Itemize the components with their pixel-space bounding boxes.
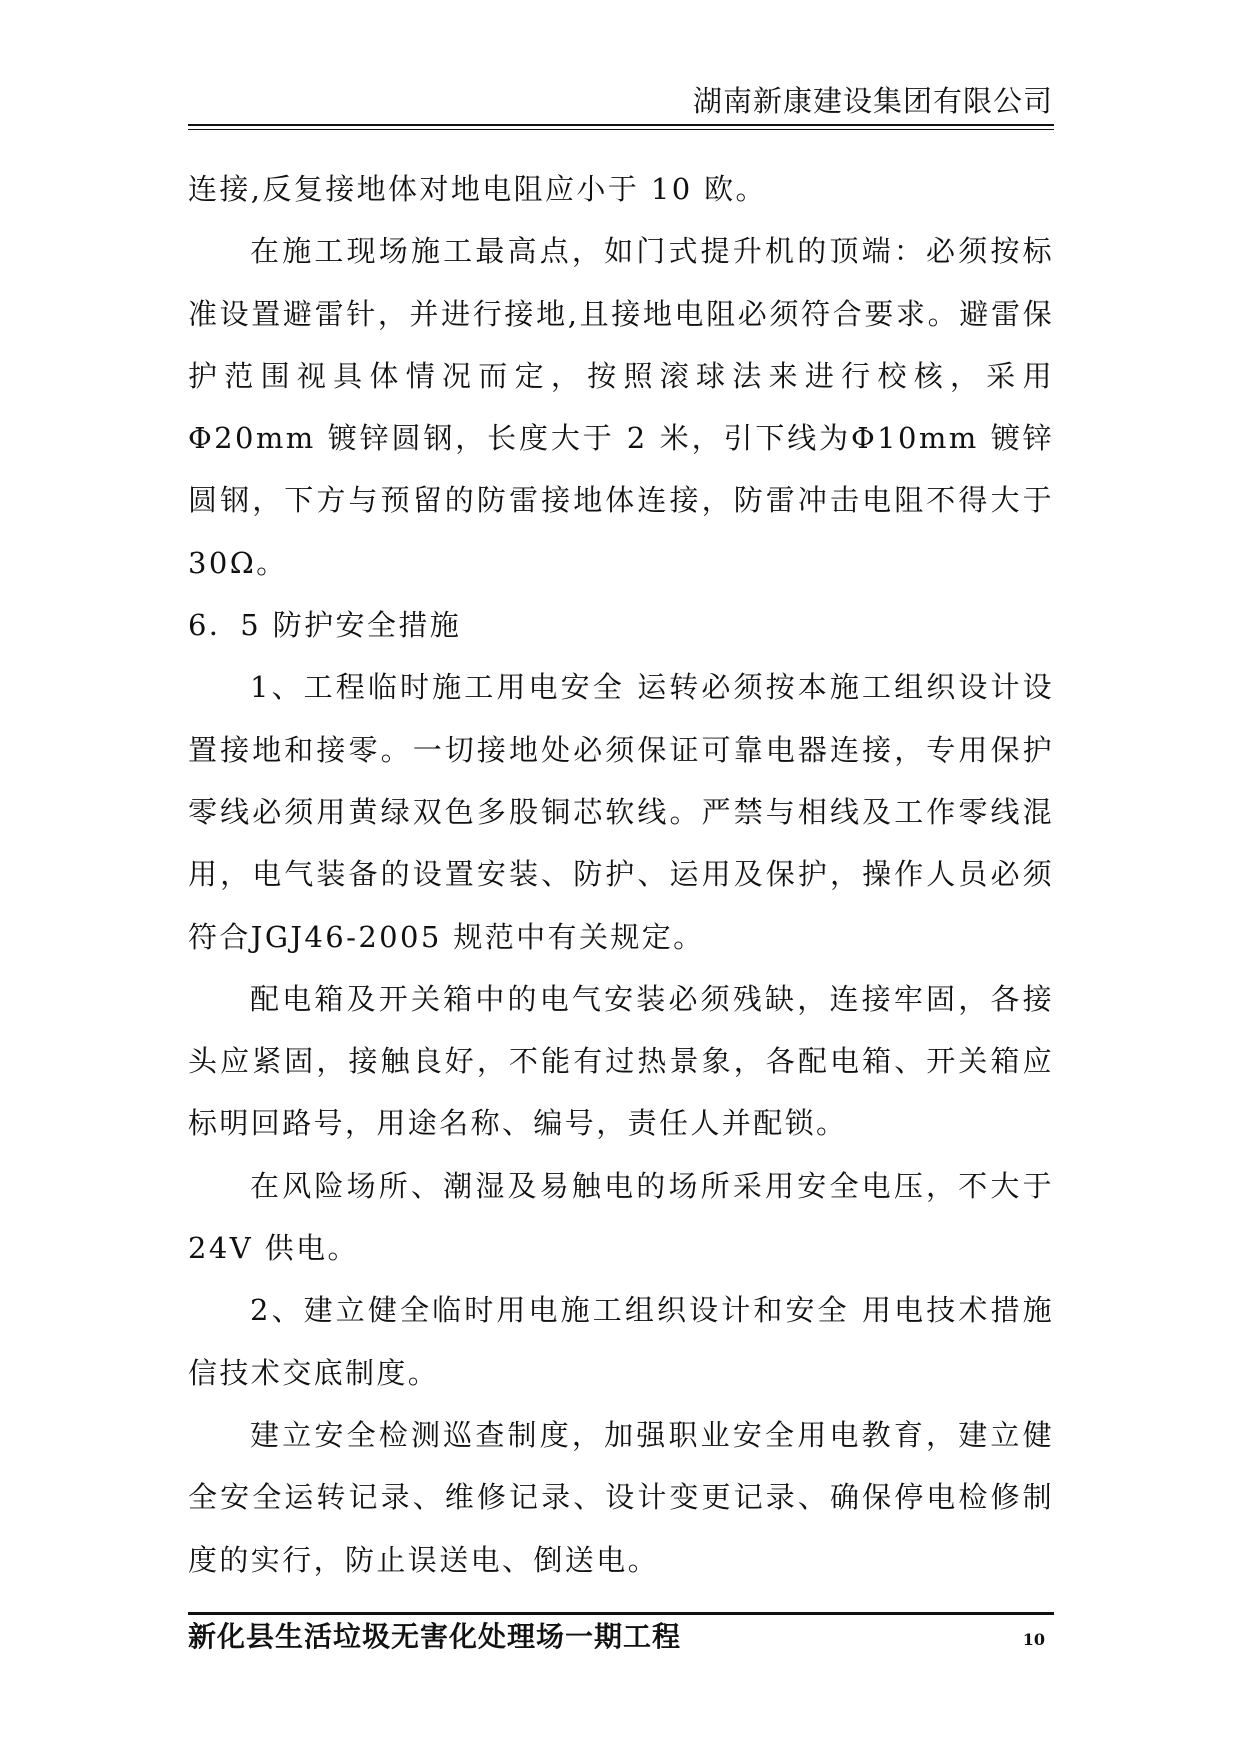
paragraph-safety-voltage: 在风险场所、潮湿及易触电的场所采用安全电压，不大于24V 供电。 [188, 1168, 1054, 1266]
paragraph-design-system: 2、建立健全临时用电施工组织设计和安全 用电技术措施信技术交底制度。 [188, 1293, 1054, 1390]
paragraph-temporary-power-safety: 1、工程临时施工用电安全 运转必须按本施工组织设计设置接地和接零。一切接地处必须保证可靠电器连接，专用保护零线必须用黄绿双色多股铜芯软线。严禁与相线及工作零线混用，电气装备的设置安装、防护、运用及保护，操作人员必须符合JGJ46-2005 规范中有关规定。 [188, 670, 1054, 954]
header-company-name: 湖南新康建设集团有限公司 [692, 84, 1053, 118]
document-body [188, 158, 1054, 1591]
section-heading: 6．5 防护安全措施 [188, 608, 462, 643]
header-rule [188, 124, 1054, 126]
paragraph-distribution-box: 配电箱及开关箱中的电气安装必须残缺，连接牢固，各接头应紧固，接触良好，不能有过热景象，各配电箱、开关箱应标明回路号，用途名称、编号，责任人并配锁。 [188, 981, 1054, 1141]
paragraph-inspection-system: 建立安全检测巡查制度，加强职业安全用电教育，建立健全安全运转记录、维修记录、设计变更记录、确保停电检修制度的实行，防止误送电、倒送电。 [188, 1417, 1054, 1577]
footer-rule [188, 1612, 1054, 1615]
footer-project-title: 新化县生活垃圾无害化处理场一期工程 [188, 1620, 682, 1653]
page-number: 10 [1022, 1630, 1045, 1649]
header-rule-thin [188, 129, 1054, 130]
paragraph-grounding-continuation: 连接,反复接地体对地电阻应小于 10 欧。 [188, 172, 767, 206]
paragraph-lightning-rod: 在施工现场施工最高点，如门式提升机的顶端：必须按标准设置避雷针，并进行接地,且接地电阻必须符合要求。避雷保护范围视具体情况而定，按照滚球法来进行校核，采用Φ20mm 镀锌圆钢，长度大于 2 米，引下线为Φ10mm 镀锌圆钢，下方与预留的防雷接地体连接，防雷冲击电阻不得大于 30Ω。 [188, 234, 1054, 580]
